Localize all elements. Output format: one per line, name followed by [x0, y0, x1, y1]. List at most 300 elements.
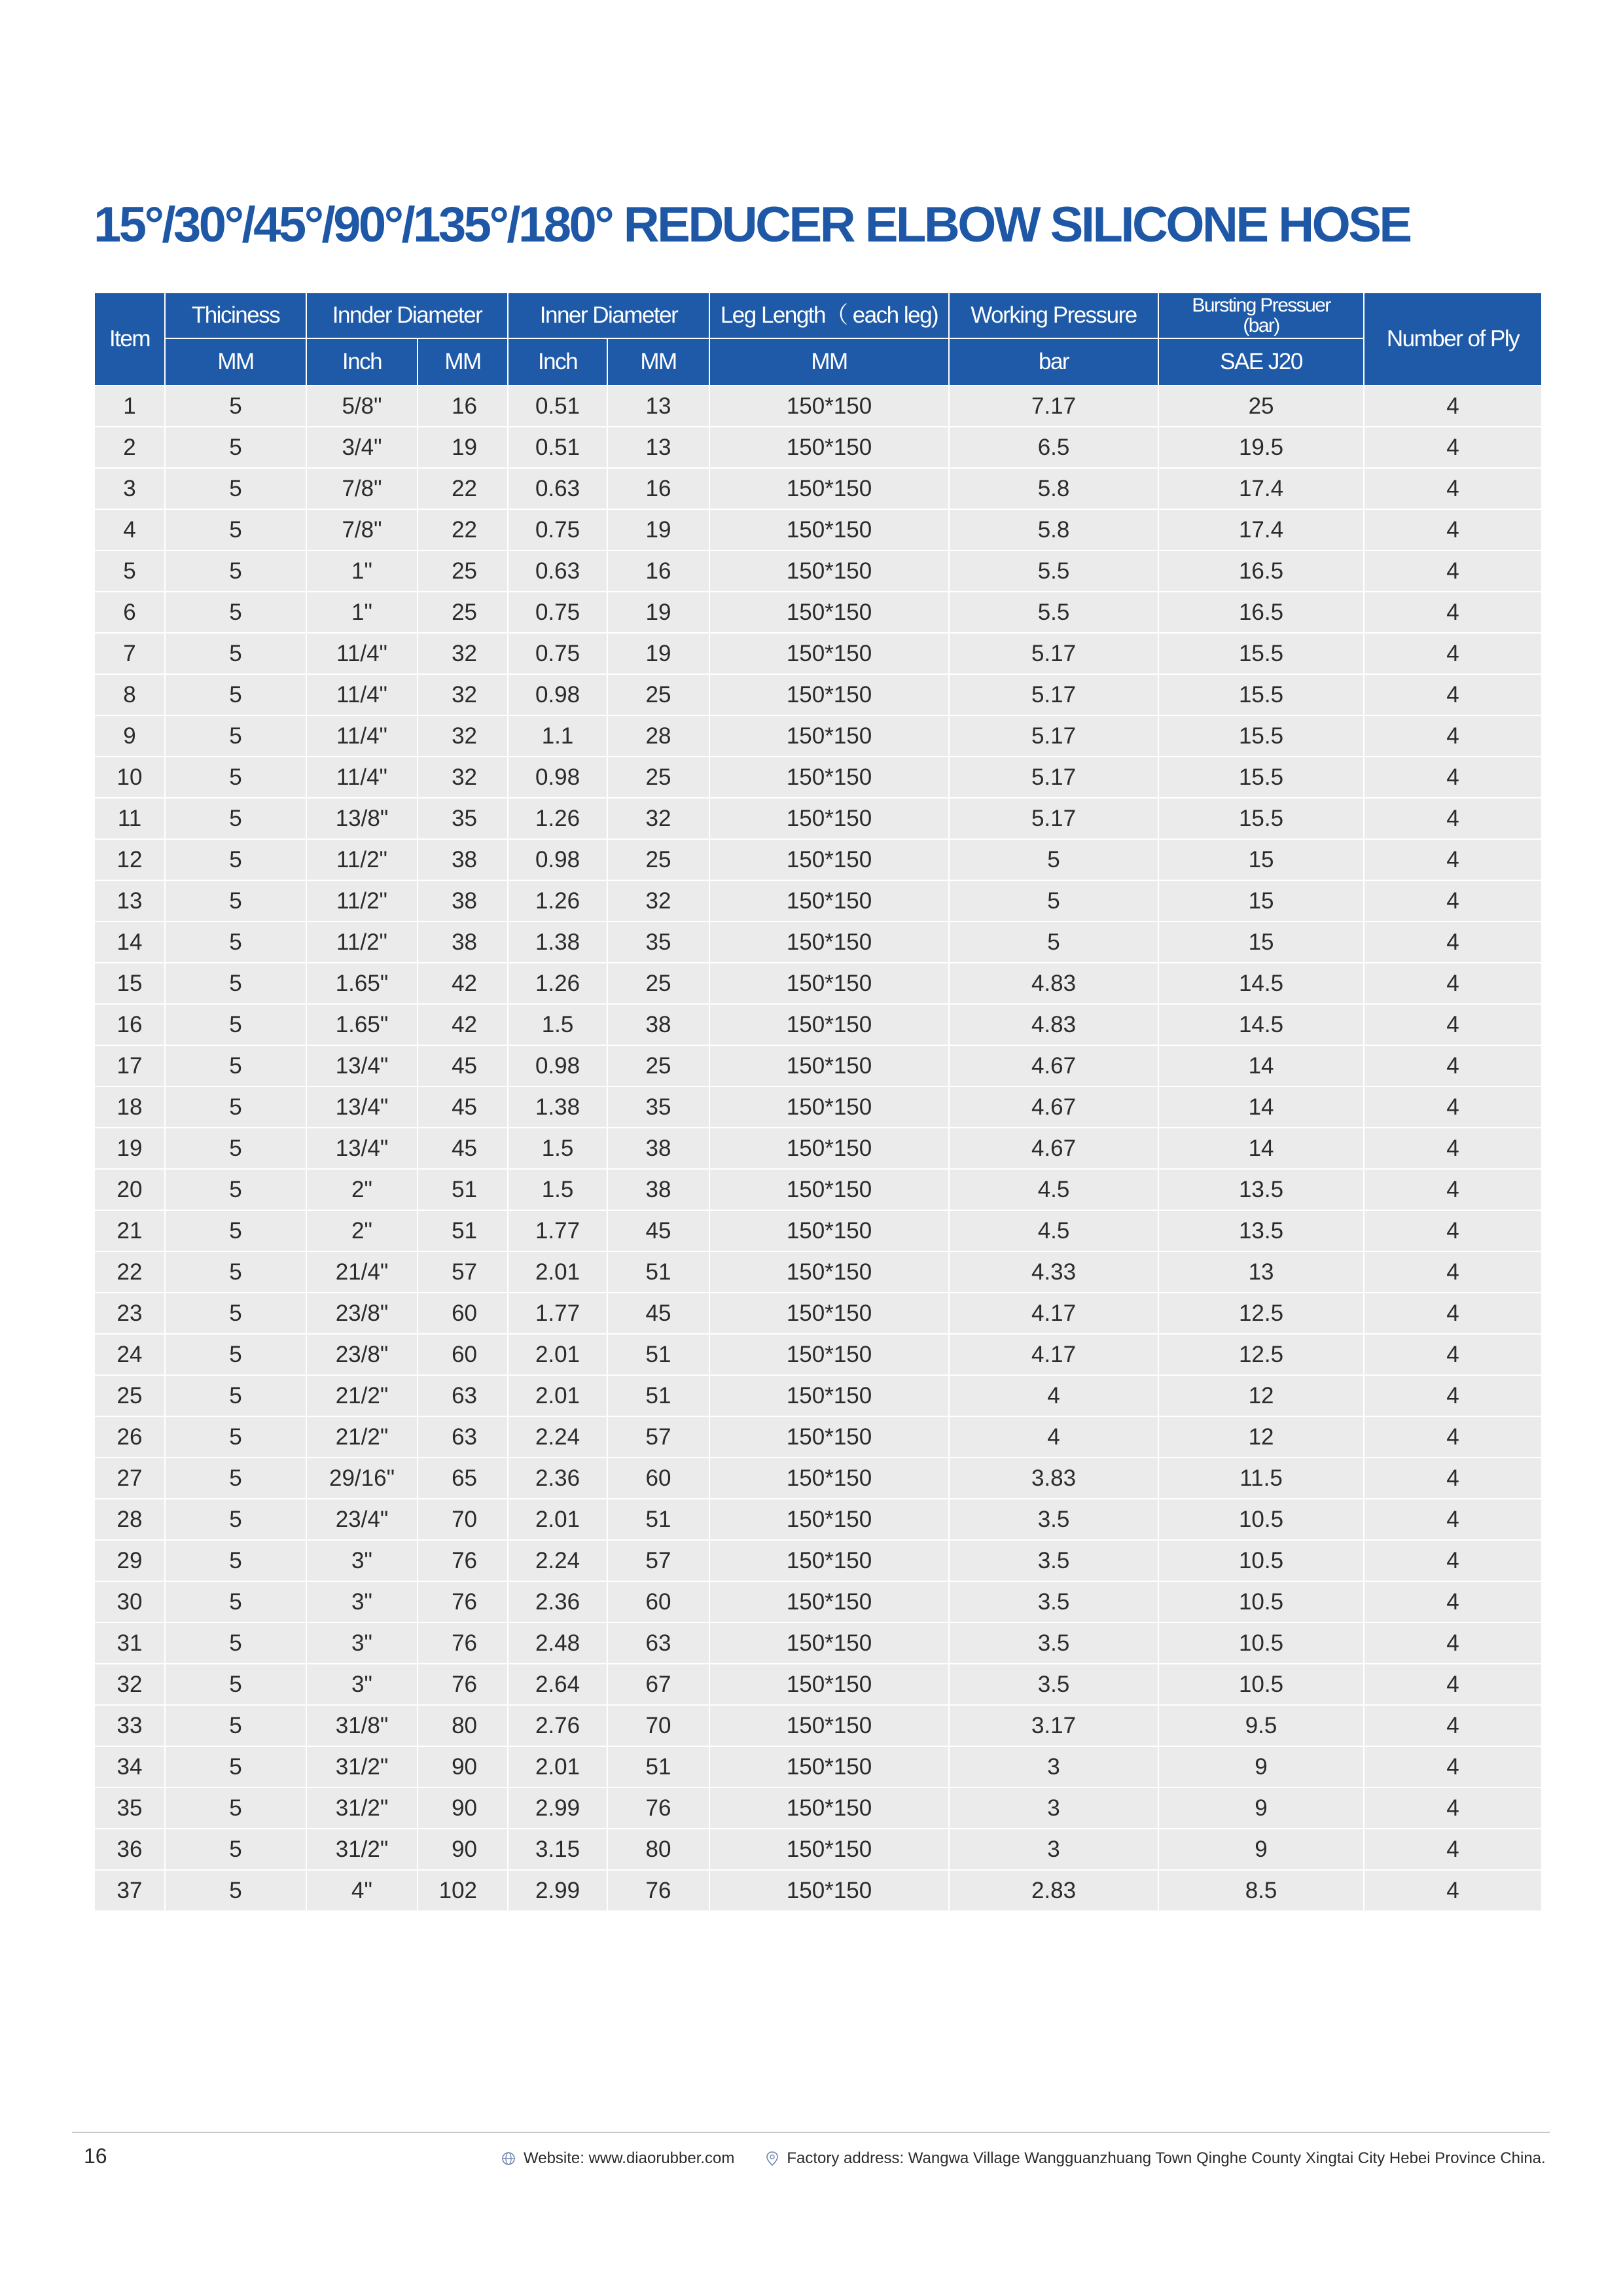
cell-id2-inch: 2.01: [508, 1746, 607, 1787]
cell-id2-inch: 0.51: [508, 386, 607, 427]
cell-number-of-ply: 4: [1364, 1623, 1542, 1664]
table-row: [94, 509, 1542, 550]
cell-item: 37: [94, 1870, 165, 1911]
cell-number-of-ply: 4: [1364, 1375, 1542, 1416]
cell-bursting-pressure: 14.5: [1158, 963, 1364, 1004]
cell-number-of-ply: 4: [1364, 1169, 1542, 1210]
cell-id2-inch: 1.77: [508, 1293, 607, 1334]
cell-leg-length: 150*150: [709, 1705, 949, 1746]
cell-thickness: 5: [165, 550, 306, 592]
cell-item: 1: [94, 386, 165, 427]
cell-thickness: 5: [165, 798, 306, 839]
header-inner-diameter-1: Innder Diameter: [306, 293, 508, 338]
cell-id2-mm: 70: [607, 1705, 709, 1746]
cell-id1-inch: 23/8": [306, 1293, 418, 1334]
cell-working-pressure: 5.8: [949, 509, 1158, 550]
cell-id2-inch: 2.36: [508, 1458, 607, 1499]
cell-number-of-ply: 4: [1364, 1746, 1542, 1787]
cell-number-of-ply: 4: [1364, 798, 1542, 839]
cell-working-pressure: 4.67: [949, 1045, 1158, 1086]
cell-item: 27: [94, 1458, 165, 1499]
cell-id1-mm: 45: [418, 1086, 508, 1128]
cell-number-of-ply: 4: [1364, 1210, 1542, 1251]
cell-leg-length: 150*150: [709, 1829, 949, 1870]
cell-bursting-pressure: 15.5: [1158, 757, 1364, 798]
table-row: [94, 1746, 1542, 1787]
cell-id1-inch: 21/2": [306, 1375, 418, 1416]
cell-id2-mm: 51: [607, 1375, 709, 1416]
cell-item: 19: [94, 1128, 165, 1169]
cell-id2-inch: 2.76: [508, 1705, 607, 1746]
cell-item: 18: [94, 1086, 165, 1128]
cell-bursting-pressure: 12: [1158, 1375, 1364, 1416]
table-body: [94, 386, 1542, 1911]
table-row: [94, 1210, 1542, 1251]
cell-id2-inch: 1.26: [508, 963, 607, 1004]
cell-thickness: 5: [165, 880, 306, 922]
cell-id2-inch: 2.24: [508, 1540, 607, 1581]
cell-id1-mm: 65: [418, 1458, 508, 1499]
cell-thickness: 5: [165, 1540, 306, 1581]
cell-thickness: 5: [165, 1334, 306, 1375]
cell-id2-mm: 25: [607, 839, 709, 880]
table-row: [94, 1045, 1542, 1086]
header-thickness: Thiciness: [165, 293, 306, 338]
cell-number-of-ply: 4: [1364, 1128, 1542, 1169]
cell-leg-length: 150*150: [709, 633, 949, 674]
cell-working-pressure: 5: [949, 922, 1158, 963]
cell-number-of-ply: 4: [1364, 757, 1542, 798]
cell-leg-length: 150*150: [709, 757, 949, 798]
cell-working-pressure: 5.17: [949, 633, 1158, 674]
cell-working-pressure: 5: [949, 839, 1158, 880]
cell-working-pressure: 5.17: [949, 757, 1158, 798]
cell-item: 2: [94, 427, 165, 468]
cell-id2-inch: 2.36: [508, 1581, 607, 1623]
table-header: [94, 293, 1542, 386]
table-row: [94, 674, 1542, 715]
cell-item: 30: [94, 1581, 165, 1623]
cell-id1-mm: 25: [418, 550, 508, 592]
location-pin-icon: [766, 2151, 779, 2166]
cell-leg-length: 150*150: [709, 1870, 949, 1911]
cell-bursting-pressure: 11.5: [1158, 1458, 1364, 1499]
cell-id1-mm: 42: [418, 1004, 508, 1045]
cell-bursting-pressure: 9.5: [1158, 1705, 1364, 1746]
unit-bursting-pressure: SAE J20: [1158, 338, 1364, 386]
cell-thickness: 5: [165, 757, 306, 798]
unit-id1-inch: Inch: [306, 338, 418, 386]
cell-id1-inch: 11/4": [306, 674, 418, 715]
cell-id2-mm: 63: [607, 1623, 709, 1664]
cell-id2-mm: 25: [607, 1045, 709, 1086]
cell-number-of-ply: 4: [1364, 839, 1542, 880]
cell-number-of-ply: 4: [1364, 468, 1542, 509]
cell-item: 14: [94, 922, 165, 963]
cell-number-of-ply: 4: [1364, 1293, 1542, 1334]
cell-working-pressure: 4.33: [949, 1251, 1158, 1293]
cell-thickness: 5: [165, 633, 306, 674]
table-row: [94, 1458, 1542, 1499]
cell-id2-inch: 0.51: [508, 427, 607, 468]
cell-leg-length: 150*150: [709, 1334, 949, 1375]
cell-id1-inch: 1.65": [306, 963, 418, 1004]
cell-bursting-pressure: 13: [1158, 1251, 1364, 1293]
cell-id2-inch: 2.01: [508, 1499, 607, 1540]
cell-thickness: 5: [165, 1787, 306, 1829]
cell-id1-inch: 1.65": [306, 1004, 418, 1045]
table-row: [94, 427, 1542, 468]
cell-item: 17: [94, 1045, 165, 1086]
cell-id2-mm: 35: [607, 922, 709, 963]
cell-id2-mm: 16: [607, 468, 709, 509]
cell-leg-length: 150*150: [709, 839, 949, 880]
cell-id1-inch: 3": [306, 1540, 418, 1581]
cell-leg-length: 150*150: [709, 963, 949, 1004]
cell-item: 24: [94, 1334, 165, 1375]
cell-working-pressure: 4.5: [949, 1210, 1158, 1251]
cell-item: 20: [94, 1169, 165, 1210]
unit-id2-mm: MM: [607, 338, 709, 386]
cell-id1-inch: 2": [306, 1169, 418, 1210]
cell-id1-inch: 5/8": [306, 386, 418, 427]
cell-id1-mm: 45: [418, 1128, 508, 1169]
cell-id2-inch: 0.75: [508, 509, 607, 550]
header-number-of-ply: Number of Ply: [1364, 293, 1542, 386]
cell-id1-inch: 11/4": [306, 633, 418, 674]
table-row: [94, 386, 1542, 427]
cell-thickness: 5: [165, 1623, 306, 1664]
cell-id2-mm: 51: [607, 1334, 709, 1375]
cell-id1-mm: 32: [418, 633, 508, 674]
cell-id1-inch: 31/2": [306, 1787, 418, 1829]
cell-leg-length: 150*150: [709, 550, 949, 592]
cell-thickness: 5: [165, 1128, 306, 1169]
cell-working-pressure: 4.83: [949, 1004, 1158, 1045]
cell-id1-mm: 90: [418, 1746, 508, 1787]
cell-id1-mm: 32: [418, 715, 508, 757]
cell-item: 8: [94, 674, 165, 715]
table-row: [94, 839, 1542, 880]
cell-working-pressure: 5.17: [949, 715, 1158, 757]
cell-number-of-ply: 4: [1364, 1045, 1542, 1086]
table-row: [94, 1499, 1542, 1540]
cell-leg-length: 150*150: [709, 1623, 949, 1664]
cell-item: 16: [94, 1004, 165, 1045]
cell-id1-inch: 4": [306, 1870, 418, 1911]
page-number: 16: [84, 2144, 107, 2168]
cell-leg-length: 150*150: [709, 1540, 949, 1581]
cell-id1-mm: 51: [418, 1210, 508, 1251]
cell-id2-inch: 2.48: [508, 1623, 607, 1664]
cell-working-pressure: 5.8: [949, 468, 1158, 509]
cell-id1-inch: 7/8": [306, 468, 418, 509]
cell-id1-inch: 23/8": [306, 1334, 418, 1375]
cell-thickness: 5: [165, 1169, 306, 1210]
cell-id1-mm: 38: [418, 839, 508, 880]
cell-id2-inch: 0.98: [508, 757, 607, 798]
spec-table: [94, 292, 1543, 1912]
cell-id2-inch: 1.38: [508, 922, 607, 963]
cell-bursting-pressure: 13.5: [1158, 1210, 1364, 1251]
cell-number-of-ply: 4: [1364, 633, 1542, 674]
cell-id2-inch: 1.5: [508, 1128, 607, 1169]
cell-id1-inch: 1": [306, 592, 418, 633]
cell-item: 9: [94, 715, 165, 757]
cell-id1-mm: 63: [418, 1375, 508, 1416]
cell-id1-mm: 60: [418, 1293, 508, 1334]
cell-bursting-pressure: 15: [1158, 880, 1364, 922]
cell-thickness: 5: [165, 1210, 306, 1251]
cell-leg-length: 150*150: [709, 880, 949, 922]
cell-working-pressure: 3: [949, 1746, 1158, 1787]
cell-thickness: 5: [165, 1458, 306, 1499]
page-title: 15°/30°/45°/90°/135°/180° REDUCER ELBOW SILICONE HOSE: [94, 197, 1410, 253]
cell-thickness: 5: [165, 509, 306, 550]
cell-id2-inch: 1.5: [508, 1004, 607, 1045]
cell-thickness: 5: [165, 1829, 306, 1870]
cell-id2-mm: 38: [607, 1169, 709, 1210]
cell-id1-mm: 35: [418, 798, 508, 839]
unit-leg-length: MM: [709, 338, 949, 386]
header-bursting-pressure-line2: (bar): [1243, 315, 1279, 336]
cell-bursting-pressure: 14: [1158, 1128, 1364, 1169]
table-row: [94, 468, 1542, 509]
cell-bursting-pressure: 14: [1158, 1045, 1364, 1086]
cell-id2-inch: 0.63: [508, 468, 607, 509]
cell-id1-mm: 76: [418, 1664, 508, 1705]
cell-id1-mm: 76: [418, 1581, 508, 1623]
cell-working-pressure: 4.5: [949, 1169, 1158, 1210]
cell-id2-inch: 2.01: [508, 1375, 607, 1416]
table-row: [94, 1540, 1542, 1581]
cell-id1-inch: 31/2": [306, 1746, 418, 1787]
cell-working-pressure: 3.5: [949, 1540, 1158, 1581]
cell-number-of-ply: 4: [1364, 1705, 1542, 1746]
cell-leg-length: 150*150: [709, 1746, 949, 1787]
cell-item: 6: [94, 592, 165, 633]
cell-id1-mm: 22: [418, 468, 508, 509]
cell-thickness: 5: [165, 1664, 306, 1705]
cell-id1-mm: 60: [418, 1334, 508, 1375]
cell-leg-length: 150*150: [709, 427, 949, 468]
cell-id2-mm: 32: [607, 880, 709, 922]
cell-id1-mm: 16: [418, 386, 508, 427]
cell-bursting-pressure: 16.5: [1158, 550, 1364, 592]
cell-thickness: 5: [165, 1375, 306, 1416]
cell-thickness: 5: [165, 1086, 306, 1128]
cell-id1-inch: 3/4": [306, 427, 418, 468]
cell-bursting-pressure: 15.5: [1158, 715, 1364, 757]
cell-working-pressure: 5.5: [949, 592, 1158, 633]
cell-id1-mm: 76: [418, 1623, 508, 1664]
cell-thickness: 5: [165, 674, 306, 715]
header-bursting-pressure: [1158, 293, 1364, 338]
website-link[interactable]: [501, 2149, 734, 2168]
cell-id1-mm: 63: [418, 1416, 508, 1458]
cell-id2-mm: 60: [607, 1458, 709, 1499]
cell-leg-length: 150*150: [709, 1210, 949, 1251]
cell-thickness: 5: [165, 1251, 306, 1293]
cell-id1-inch: 13/8": [306, 798, 418, 839]
cell-id1-inch: 13/4": [306, 1086, 418, 1128]
cell-id2-mm: 51: [607, 1499, 709, 1540]
cell-leg-length: 150*150: [709, 1293, 949, 1334]
cell-working-pressure: 3.5: [949, 1664, 1158, 1705]
cell-id1-inch: 3": [306, 1581, 418, 1623]
cell-id1-inch: 11/4": [306, 757, 418, 798]
table-row: [94, 1169, 1542, 1210]
cell-id1-mm: 32: [418, 674, 508, 715]
cell-thickness: 5: [165, 1499, 306, 1540]
cell-id2-mm: 51: [607, 1746, 709, 1787]
cell-id1-inch: 2": [306, 1210, 418, 1251]
cell-id2-mm: 45: [607, 1293, 709, 1334]
cell-id2-mm: 76: [607, 1787, 709, 1829]
cell-id2-inch: 0.98: [508, 1045, 607, 1086]
factory-address: [766, 2149, 1545, 2168]
cell-item: 10: [94, 757, 165, 798]
cell-id2-inch: 2.99: [508, 1787, 607, 1829]
cell-item: 29: [94, 1540, 165, 1581]
cell-leg-length: 150*150: [709, 1086, 949, 1128]
cell-working-pressure: 5: [949, 880, 1158, 922]
cell-working-pressure: 3: [949, 1829, 1158, 1870]
cell-thickness: 5: [165, 427, 306, 468]
cell-id1-inch: 29/16": [306, 1458, 418, 1499]
cell-number-of-ply: 4: [1364, 1251, 1542, 1293]
cell-id2-mm: 57: [607, 1416, 709, 1458]
cell-bursting-pressure: 15.5: [1158, 633, 1364, 674]
cell-id1-inch: 13/4": [306, 1045, 418, 1086]
cell-bursting-pressure: 19.5: [1158, 427, 1364, 468]
table-row: [94, 1128, 1542, 1169]
cell-leg-length: 150*150: [709, 468, 949, 509]
table-row: [94, 715, 1542, 757]
table-row: [94, 1251, 1542, 1293]
cell-number-of-ply: 4: [1364, 1334, 1542, 1375]
table-row: [94, 757, 1542, 798]
cell-id1-inch: 11/2": [306, 922, 418, 963]
cell-id2-mm: 25: [607, 757, 709, 798]
cell-thickness: 5: [165, 1870, 306, 1911]
cell-leg-length: 150*150: [709, 1664, 949, 1705]
cell-working-pressure: 6.5: [949, 427, 1158, 468]
cell-id2-inch: 0.75: [508, 592, 607, 633]
cell-leg-length: 150*150: [709, 715, 949, 757]
cell-bursting-pressure: 15: [1158, 922, 1364, 963]
cell-bursting-pressure: 12.5: [1158, 1293, 1364, 1334]
cell-id2-inch: 2.01: [508, 1251, 607, 1293]
cell-working-pressure: 4: [949, 1375, 1158, 1416]
cell-bursting-pressure: 15: [1158, 839, 1364, 880]
cell-working-pressure: 3.5: [949, 1499, 1158, 1540]
cell-id1-mm: 90: [418, 1829, 508, 1870]
cell-bursting-pressure: 10.5: [1158, 1623, 1364, 1664]
cell-thickness: 5: [165, 1293, 306, 1334]
cell-working-pressure: 3.5: [949, 1581, 1158, 1623]
cell-id1-mm: 76: [418, 1540, 508, 1581]
footer-info: [501, 2149, 1546, 2168]
cell-item: 15: [94, 963, 165, 1004]
cell-id1-mm: 19: [418, 427, 508, 468]
cell-id1-mm: 45: [418, 1045, 508, 1086]
cell-item: 32: [94, 1664, 165, 1705]
cell-item: 34: [94, 1746, 165, 1787]
cell-leg-length: 150*150: [709, 1045, 949, 1086]
cell-id2-mm: 25: [607, 963, 709, 1004]
cell-id2-inch: 1.77: [508, 1210, 607, 1251]
cell-id2-mm: 19: [607, 592, 709, 633]
cell-thickness: 5: [165, 1004, 306, 1045]
cell-id1-inch: 11/2": [306, 880, 418, 922]
cell-id2-inch: 2.01: [508, 1334, 607, 1375]
cell-id2-inch: 1.26: [508, 880, 607, 922]
cell-thickness: 5: [165, 1581, 306, 1623]
cell-item: 33: [94, 1705, 165, 1746]
cell-leg-length: 150*150: [709, 1581, 949, 1623]
cell-id1-mm: 51: [418, 1169, 508, 1210]
cell-number-of-ply: 4: [1364, 1664, 1542, 1705]
cell-bursting-pressure: 10.5: [1158, 1581, 1364, 1623]
footer-divider: [72, 2132, 1550, 2133]
cell-working-pressure: 5.17: [949, 674, 1158, 715]
cell-working-pressure: 4.83: [949, 963, 1158, 1004]
cell-item: 7: [94, 633, 165, 674]
cell-id2-mm: 80: [607, 1829, 709, 1870]
cell-id1-inch: 7/8": [306, 509, 418, 550]
header-working-pressure: Working Pressure: [949, 293, 1158, 338]
cell-id2-inch: 0.75: [508, 633, 607, 674]
cell-id2-mm: 38: [607, 1128, 709, 1169]
cell-number-of-ply: 4: [1364, 715, 1542, 757]
cell-id2-mm: 60: [607, 1581, 709, 1623]
cell-thickness: 5: [165, 839, 306, 880]
cell-id1-inch: 13/4": [306, 1128, 418, 1169]
cell-id2-inch: 2.24: [508, 1416, 607, 1458]
table-row: [94, 963, 1542, 1004]
cell-item: 5: [94, 550, 165, 592]
cell-id2-inch: 1.38: [508, 1086, 607, 1128]
cell-thickness: 5: [165, 963, 306, 1004]
header-bursting-pressure-line1: Bursting Pressuer: [1192, 294, 1330, 316]
header-leg-length: Leg Length（ each leg): [709, 293, 949, 338]
cell-id2-mm: 35: [607, 1086, 709, 1128]
cell-working-pressure: 4.67: [949, 1086, 1158, 1128]
cell-id2-inch: 3.15: [508, 1829, 607, 1870]
cell-working-pressure: 4: [949, 1416, 1158, 1458]
cell-number-of-ply: 4: [1364, 427, 1542, 468]
cell-bursting-pressure: 9: [1158, 1829, 1364, 1870]
cell-item: 31: [94, 1623, 165, 1664]
table-row: [94, 550, 1542, 592]
cell-bursting-pressure: 10.5: [1158, 1664, 1364, 1705]
table-row: [94, 880, 1542, 922]
table-row: [94, 922, 1542, 963]
cell-leg-length: 150*150: [709, 1169, 949, 1210]
cell-id2-inch: 2.99: [508, 1870, 607, 1911]
cell-leg-length: 150*150: [709, 1458, 949, 1499]
cell-number-of-ply: 4: [1364, 386, 1542, 427]
cell-number-of-ply: 4: [1364, 1829, 1542, 1870]
cell-leg-length: 150*150: [709, 1375, 949, 1416]
table-row: [94, 798, 1542, 839]
cell-number-of-ply: 4: [1364, 880, 1542, 922]
table-row: [94, 1870, 1542, 1911]
cell-bursting-pressure: 16.5: [1158, 592, 1364, 633]
cell-thickness: 5: [165, 715, 306, 757]
cell-id1-mm: 38: [418, 880, 508, 922]
